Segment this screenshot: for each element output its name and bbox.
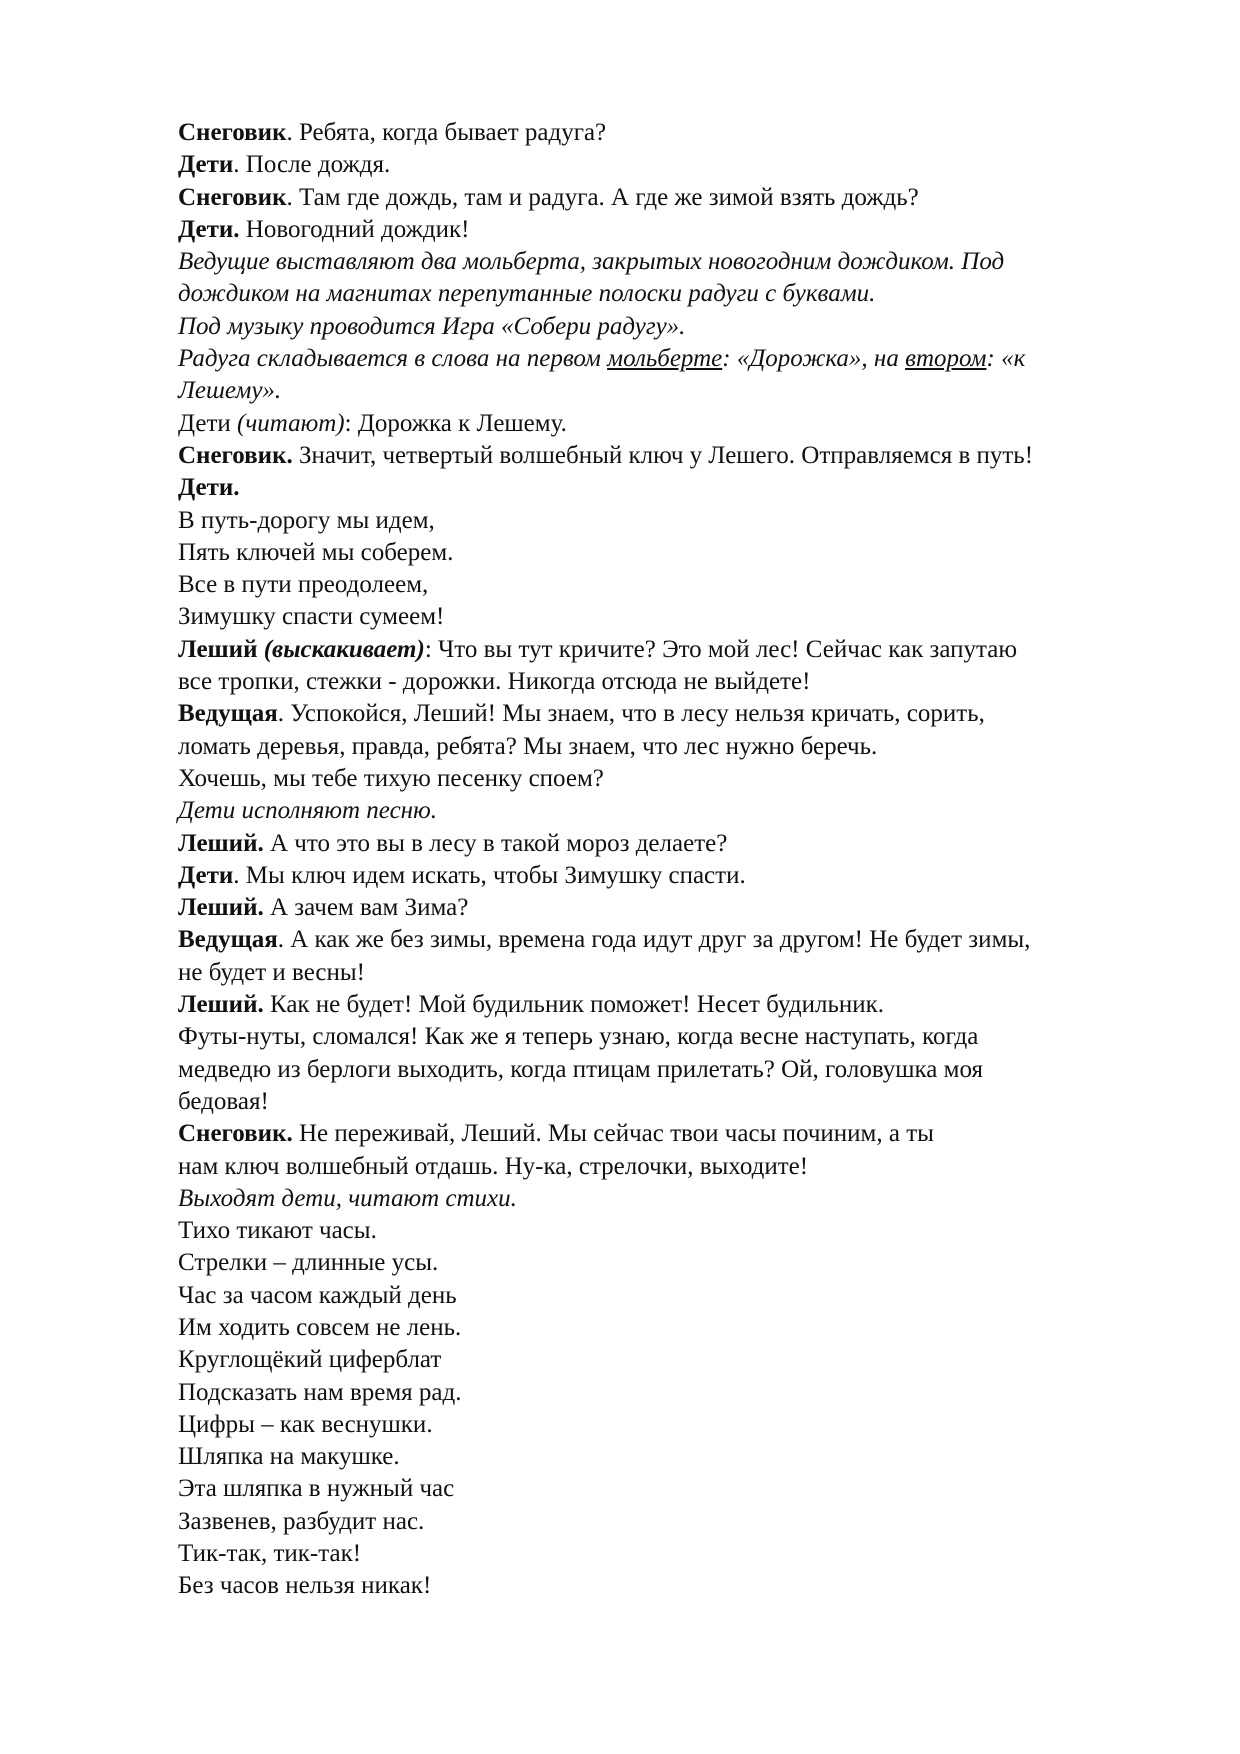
speaker: Снеговик <box>178 119 287 146</box>
speaker: Снеговик. <box>178 1120 293 1148</box>
line-3: Снеговик. Там где дождь, там и радуга. А где же зимой взять дождь? <box>178 183 919 211</box>
speaker: Снеговик. <box>178 441 293 469</box>
verse-line: Стрелки – длинные усы. <box>178 1249 439 1277</box>
stage-direction: Лешему». <box>178 377 282 405</box>
verse-line: Шляпка на макушке. <box>178 1443 400 1471</box>
line-28: Леший. Как не будет! Мой будильник поможет! Несет будильник. <box>178 991 885 1019</box>
line-2: Дети. После дождя. <box>178 151 391 179</box>
stage-direction: Выходят дети, читают стихи. <box>178 1184 517 1212</box>
line-20: ломать деревья, правда, ребята? Мы знаем, что лес нужно беречь. <box>178 732 878 760</box>
verse-line: Тик-так, тик-так! <box>178 1540 362 1568</box>
speaker: Дети. <box>178 215 240 243</box>
line-12 <box>178 472 1168 504</box>
stage-direction: Радуга складывается в слова на первом мольберте: «Дорожка», на втором: «к <box>178 345 1026 373</box>
verse-line: В путь-дорогу мы идем, <box>178 506 435 534</box>
line-32: Снеговик. Не переживай, Леший. Мы сейчас твои часы починим, а ты <box>178 1120 934 1148</box>
line-4: Дети. Новогодний дождик! <box>178 215 470 243</box>
stage-direction: дождиком на магнитах перепутанные полоски радуги с буквами. <box>178 280 876 308</box>
line-18: все тропки, стежки - дорожки. Никогда отсюда не выйдете! <box>178 668 811 696</box>
stage-direction: Дети исполняют песню. <box>178 797 437 825</box>
line-26: Ведущая. А как же без зимы, времена года идут друг за другом! Не будет зимы, <box>178 926 1031 954</box>
line-1: Снеговик. Ребята, когда бывает радуга? <box>178 119 607 146</box>
verse-line: Час за часом каждый день <box>178 1281 457 1309</box>
verse-line: Тихо тикают часы. <box>178 1217 377 1245</box>
speaker: Дети <box>178 151 234 179</box>
stage-direction: Ведущие выставляют два мольберта, закрытых новогодним дождиком. Под <box>178 248 1005 276</box>
line-21: Хочешь, мы тебе тихую песенку споем? <box>178 764 604 792</box>
line-17: Леший (выскакивает): Что вы тут кричите? Это мой лес! Сейчас как запутаю <box>178 635 1018 663</box>
verse-line: Эта шляпка в нужный час <box>178 1475 455 1503</box>
verse-line: Зимушку спасти сумеем! <box>178 603 445 631</box>
line-33: нам ключ волшебный отдашь. Ну-ка, стрелочки, выходите! <box>178 1152 809 1180</box>
line-23: Леший. А что это вы в лесу в такой мороз делаете? <box>178 829 728 857</box>
speaker: Леший. <box>178 829 264 857</box>
line-19: Ведущая. Успокойся, Леший! Мы знаем, что в лесу нельзя кричать, сорить, <box>178 700 985 728</box>
verse-line: Круглощёкий циферблат <box>178 1346 442 1374</box>
speaker: Леший <box>178 635 264 663</box>
speaker: Леший. <box>178 991 264 1019</box>
line-11: Снеговик. Значит, четвертый волшебный ключ у Лешего. Отправляемся в путь! <box>178 441 1034 469</box>
line-25: Леший. А зачем вам Зима? <box>178 894 469 922</box>
verse-line: Им ходить совсем не лень. <box>178 1313 462 1341</box>
verse-line: Пять ключей мы соберем. <box>178 538 454 566</box>
line-29: Футы-нуты, сломался! Как же я теперь узнаю, когда весне наступать, когда <box>178 1023 979 1051</box>
stage-direction: Под музыку проводится Игра «Собери радугу». <box>178 312 686 340</box>
speaker: Снеговик <box>178 183 287 211</box>
speaker: Ведущая <box>178 926 278 954</box>
speaker: Дети <box>178 861 234 889</box>
speaker: Леший. <box>178 894 264 922</box>
line-10: Дети (читают): Дорожка к Лешему. <box>178 409 567 437</box>
line-27: не будет и весны! <box>178 958 366 986</box>
verse-line: Цифры – как веснушки. <box>178 1410 433 1438</box>
line-24: Дети. Мы ключ идем искать, чтобы Зимушку спасти. <box>178 861 746 889</box>
speaker: Ведущая <box>178 700 278 728</box>
line-30: медведю из берлоги выходить, когда птицам прилетать? Ой, головушка моя <box>178 1055 983 1083</box>
verse-line: Подсказать нам время рад. <box>178 1378 462 1406</box>
verse-line: Зазвенев, разбудит нас. <box>178 1507 425 1535</box>
line-31: бедовая! <box>178 1087 269 1115</box>
verse-line: Без часов нельзя никак! <box>178 1572 432 1600</box>
speaker: Дети. <box>178 474 240 502</box>
document-page <box>178 117 1168 1603</box>
verse-line: Все в пути преодолеем, <box>178 571 429 599</box>
